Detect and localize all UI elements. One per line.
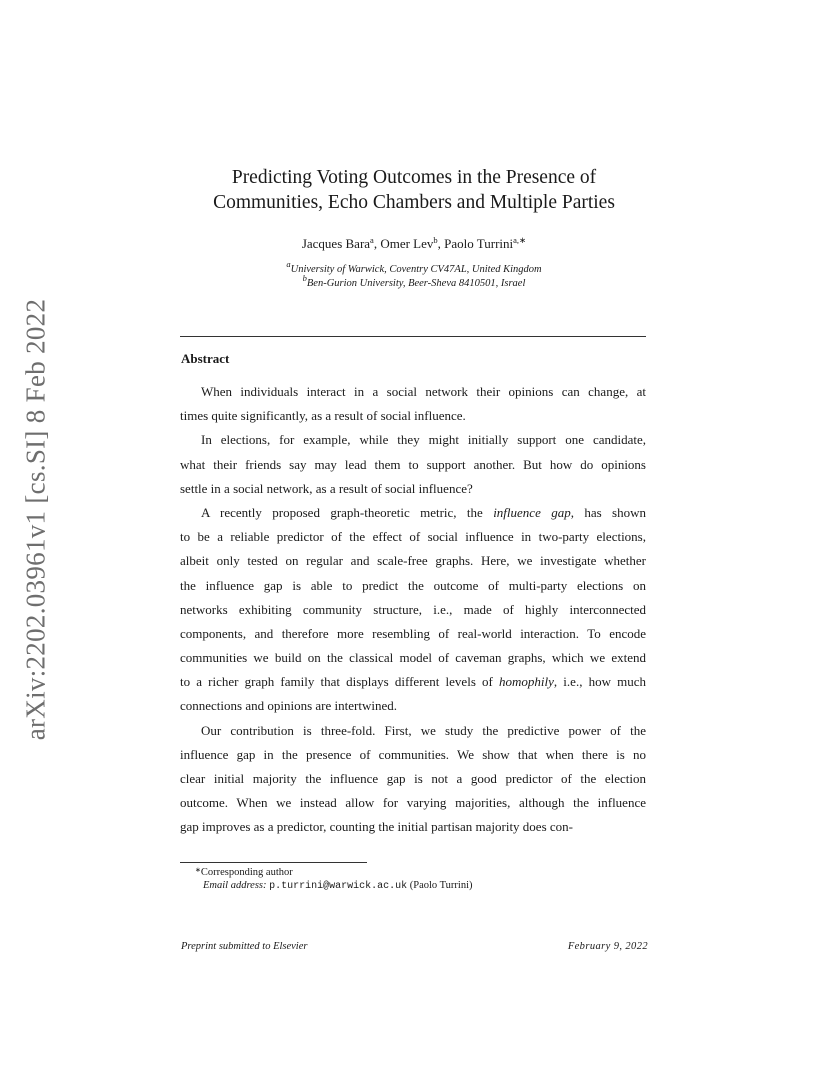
affiliation: [160, 259, 668, 277]
affiliation-text: University of Warwick, Coventry CV47AL, United Kingdom: [290, 264, 542, 275]
author-name: Omer Lev: [380, 236, 434, 251]
abstract-line: connections and opinions are intertwined.: [180, 698, 397, 714]
abstract-body: [180, 380, 646, 840]
abstract-line: what their friends say may lead them to support another. But how do opinions: [180, 456, 646, 472]
abstract-line: networks exhibiting community structure, i.e., made of highly interconnected: [180, 601, 646, 617]
email-owner: (Paolo Turrini): [409, 880, 473, 891]
abstract-paragraph: [180, 719, 646, 840]
footnote-divider: [180, 862, 367, 863]
author-separator: ,: [437, 236, 445, 251]
corresponding-author-text: Corresponding author: [200, 867, 293, 878]
author-mark: a: [370, 235, 374, 245]
paper-title: [160, 165, 668, 215]
author-name: Paolo Turrini: [444, 236, 514, 251]
arxiv-identifier-stamp: [8, 298, 64, 740]
abstract-line: In elections, for example, while they might initially support one candidate,: [201, 432, 646, 448]
abstract-paragraph: [180, 501, 646, 719]
preprint-date: February 9, 2022: [567, 941, 648, 952]
abstract-text: A recently proposed graph-theoretic metric, the: [201, 504, 494, 520]
affiliation: [160, 272, 668, 291]
author-mark: b: [433, 235, 438, 245]
author-name: Jacques Bara: [301, 236, 371, 251]
abstract-line: communities we build on the classical model of caveman graphs, which we extend: [180, 650, 646, 666]
abstract-heading: Abstract: [181, 351, 230, 366]
abstract-line: clear initial majority the influence gap is not a good predictor of the election: [180, 771, 646, 786]
abstract-text: , i.e., how much: [553, 674, 647, 690]
emphasized-term: homophily: [499, 674, 554, 690]
affiliation-mark: a: [286, 259, 291, 269]
abstract-line: When individuals interact in a social network their opinions can change, at: [201, 384, 646, 399]
abstract-line: outcome. When we instead allow for varying majorities, although the influence: [180, 795, 646, 811]
abstract-line: settle in a social network, as a result of social influence?: [180, 480, 473, 496]
abstract-paragraph: [180, 428, 646, 501]
paper-title-line-1: Predicting Voting Outcomes in the Presence of: [231, 167, 597, 188]
author-list: [160, 236, 668, 252]
footnotes: [180, 866, 472, 893]
abstract-paragraph: [180, 380, 646, 428]
abstract-line: Our contribution is three-fold. First, we study the predictive power of the: [201, 722, 646, 738]
abstract-line: gap improves as a predictor, counting the initial partisan majority does con-: [180, 819, 573, 835]
header-divider: [180, 336, 646, 337]
author-separator: ,: [373, 236, 381, 251]
affiliation-text: Ben-Gurion University, Beer-Sheva 8410501, Israel: [306, 277, 526, 289]
abstract-line: the influence gap is able to predict the outcome of multi-party elections on: [180, 577, 646, 593]
abstract-text: , has shown: [570, 504, 646, 520]
abstract-line: [180, 501, 646, 525]
affiliation-mark: b: [302, 272, 307, 283]
email-address: p.turrini@warwick.ac.uk: [269, 881, 408, 892]
email-note: [180, 879, 472, 893]
abstract-line: [180, 670, 646, 694]
affiliation-list: [160, 259, 668, 290]
email-label: Email address:: [203, 880, 267, 891]
corresponding-author-note: [180, 866, 472, 879]
footnote-mark: ∗: [195, 866, 201, 874]
emphasized-term: influence gap: [493, 504, 571, 520]
author-mark: a,∗: [513, 235, 527, 245]
abstract-line: influence gap in the presence of communities. We show that when there is no: [180, 746, 646, 762]
abstract-line: to be a reliable predictor of the effect of social influence in two-party elections,: [180, 529, 646, 545]
abstract-line: times quite significantly, as a result of social influence.: [180, 408, 466, 424]
abstract-line: albeit only tested on regular and scale-free graphs. Here, we investigate whether: [180, 553, 646, 569]
arxiv-identifier-text: arXiv:2202.03961v1 [cs.SI] 8 Feb 2022: [20, 298, 51, 740]
abstract-line: components, and therefore more resembling of real-world interaction. To encode: [180, 625, 646, 641]
paper-title-line-2: Communities, Echo Chambers and Multiple Parties: [213, 192, 615, 213]
abstract-text: to a richer graph family that displays different levels of: [180, 674, 500, 690]
preprint-note: Preprint submitted to Elsevier: [181, 941, 308, 952]
